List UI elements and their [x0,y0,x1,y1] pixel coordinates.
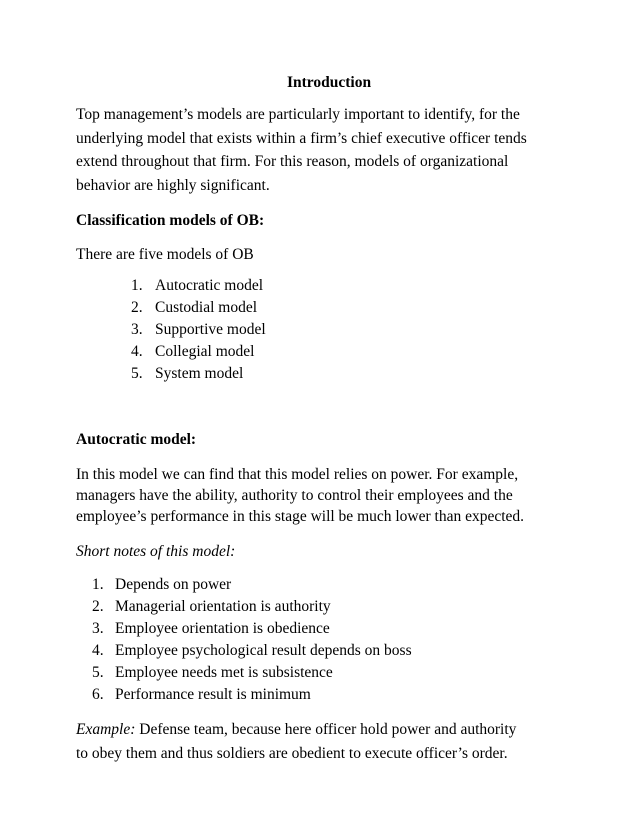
short-notes-list [92,574,576,706]
list-item: 3. Supportive model [131,321,266,338]
list-item: 3. Employee orientation is obedience [92,620,330,637]
list-item: 2. Managerial orientation is authority [92,598,331,615]
example-line: to obey them and thus soldiers are obedient to execute officer’s order. [76,745,508,762]
list-item: 4. Employee psychological result depends on boss [92,642,412,659]
list-item: 1. Autocratic model [131,277,264,294]
classification-heading: Classification models of OB: [76,212,265,229]
intro-line: extend throughout that firm. For this reason, models of organizational [76,153,509,170]
autocratic-line: employee’s performance in this stage will be much lower than expected. [76,508,525,525]
list-item: 1. Depends on power [92,576,232,593]
example-text: Defense team, because here officer hold power and authority [135,721,517,738]
list-item: 4. Collegial model [131,343,255,360]
list-item: 6. Performance result is minimum [92,686,311,703]
list-item: 2. Custodial model [131,299,258,316]
page-title: Introduction [286,74,372,91]
autocratic-heading: Autocratic model: [76,431,197,448]
classification-intro: There are five models of OB [76,246,254,263]
models-list [131,275,576,385]
intro-line: behavior are highly significant. [76,176,270,194]
example-paragraph [76,718,576,766]
autocratic-line: In this model we can find that this model relies on power. For example, [76,466,519,483]
autocratic-paragraph [76,464,576,527]
list-item: 5. Employee needs met is subsistence [92,664,333,681]
example-line [76,718,576,742]
short-notes-heading: Short notes of this model: [76,543,236,560]
document-page [76,72,576,766]
intro-line: underlying model that exists within a firm’s chief executive officer tends [76,129,527,147]
list-item: 5. System model [131,365,244,382]
intro-line: Top management’s models are particularly important to identify, for the [76,106,520,123]
example-label: Example: [76,721,136,738]
autocratic-line: managers have the ability, authority to control their employees and the [76,487,513,504]
intro-paragraph [76,103,576,197]
